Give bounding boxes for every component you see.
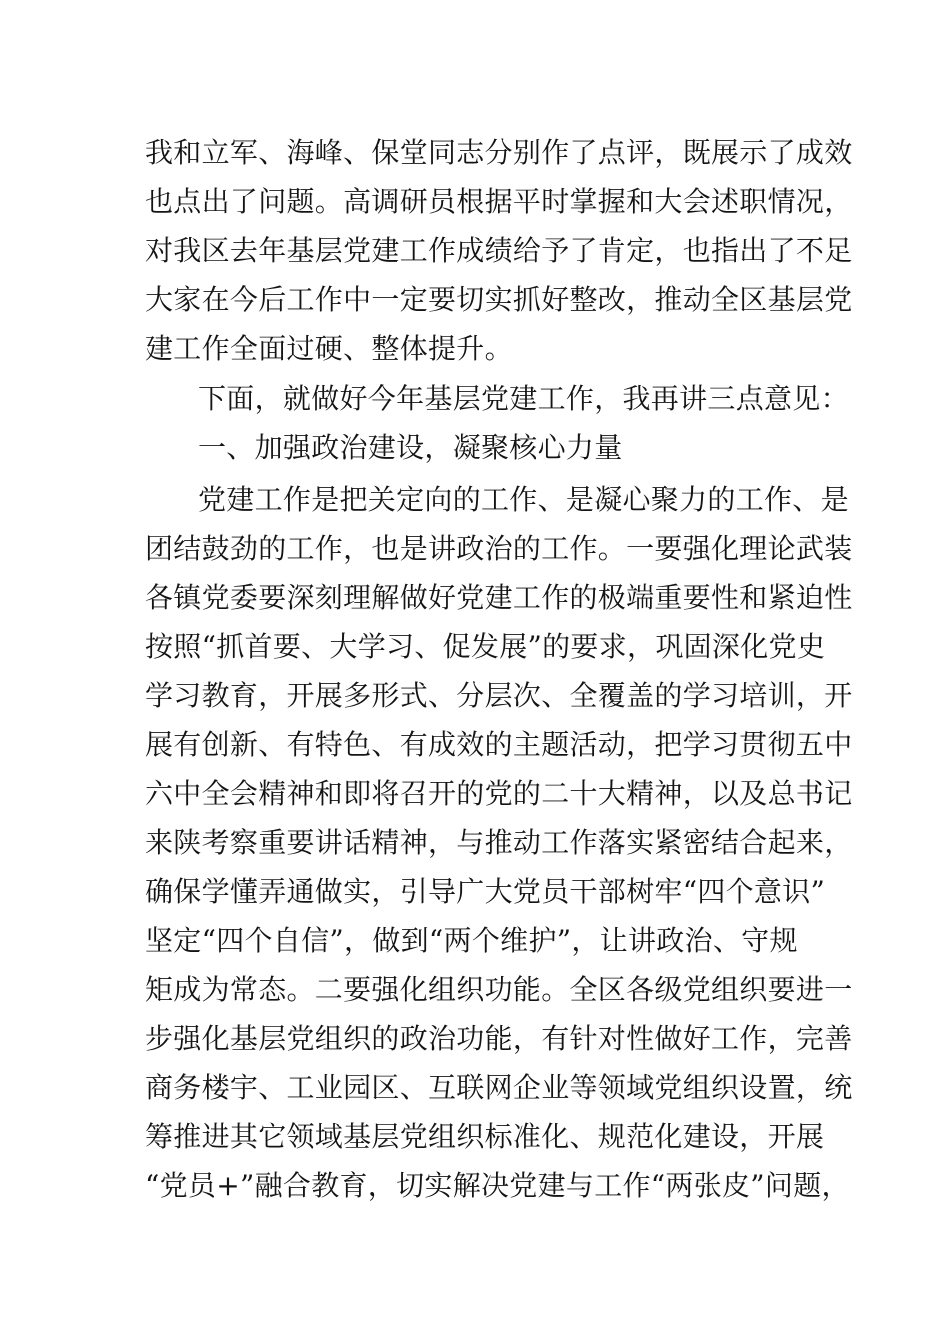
paragraph-line: 坚定“四个自信”，做到“两个维护”，让讲政治、守规 <box>145 924 798 957</box>
paragraph-line: 按照“抓首要、大学习、促发展”的要求，巩固深化党史 <box>145 630 826 663</box>
section-heading: 一、加强政治建设，凝聚核心力量 <box>198 431 623 464</box>
paragraph-line: “党员+”融合教育，切实解决党建与工作“两张皮”问题， <box>145 1169 850 1202</box>
paragraph-line: 下面，就做好今年基层党建工作，我再讲三点意见： <box>198 382 849 415</box>
paragraph-line: 对我区去年基层党建工作成绩给予了肯定，也指出了不足 <box>145 234 853 267</box>
paragraph-line: 商务楼宇、工业园区、互联网企业等领域党组织设置，统 <box>145 1071 853 1104</box>
paragraph-line: 筹推进其它领域基层党组织标准化、规范化建设，开展 <box>145 1120 825 1153</box>
paragraph-line: 各镇党委要深刻理解做好党建工作的极端重要性和紧迫性 <box>145 581 853 614</box>
paragraph-line: 我和立军、海峰、保堂同志分别作了点评，既展示了成效 <box>145 136 853 169</box>
paragraph-line: 团结鼓劲的工作，也是讲政治的工作。一要强化理论武装 <box>145 532 853 565</box>
paragraph-line: 来陕考察重要讲话精神，与推动工作落实紧密结合起来， <box>145 826 853 859</box>
paragraph-line: 建工作全面过硬、整体提升。 <box>145 332 513 365</box>
paragraph-line: 也点出了问题。高调研员根据平时掌握和大会述职情况， <box>145 185 853 218</box>
paragraph-line: 学习教育，开展多形式、分层次、全覆盖的学习培训，开 <box>145 679 853 712</box>
paragraph-line: 矩成为常态。二要强化组织功能。全区各级党组织要进一 <box>145 973 853 1006</box>
paragraph-line: 六中全会精神和即将召开的党的二十大精神，以及总书记 <box>145 777 853 810</box>
paragraph-line: 步强化基层党组织的政治功能，有针对性做好工作，完善 <box>145 1022 853 1055</box>
paragraph-line: 党建工作是把关定向的工作、是凝心聚力的工作、是 <box>198 483 849 516</box>
paragraph-line: 确保学懂弄通做实，引导广大党员干部树牢“四个意识” <box>145 875 826 908</box>
paragraph-line: 大家在今后工作中一定要切实抓好整改，推动全区基层党 <box>145 283 853 316</box>
paragraph-line: 展有创新、有特色、有成效的主题活动，把学习贯彻五中 <box>145 728 853 761</box>
